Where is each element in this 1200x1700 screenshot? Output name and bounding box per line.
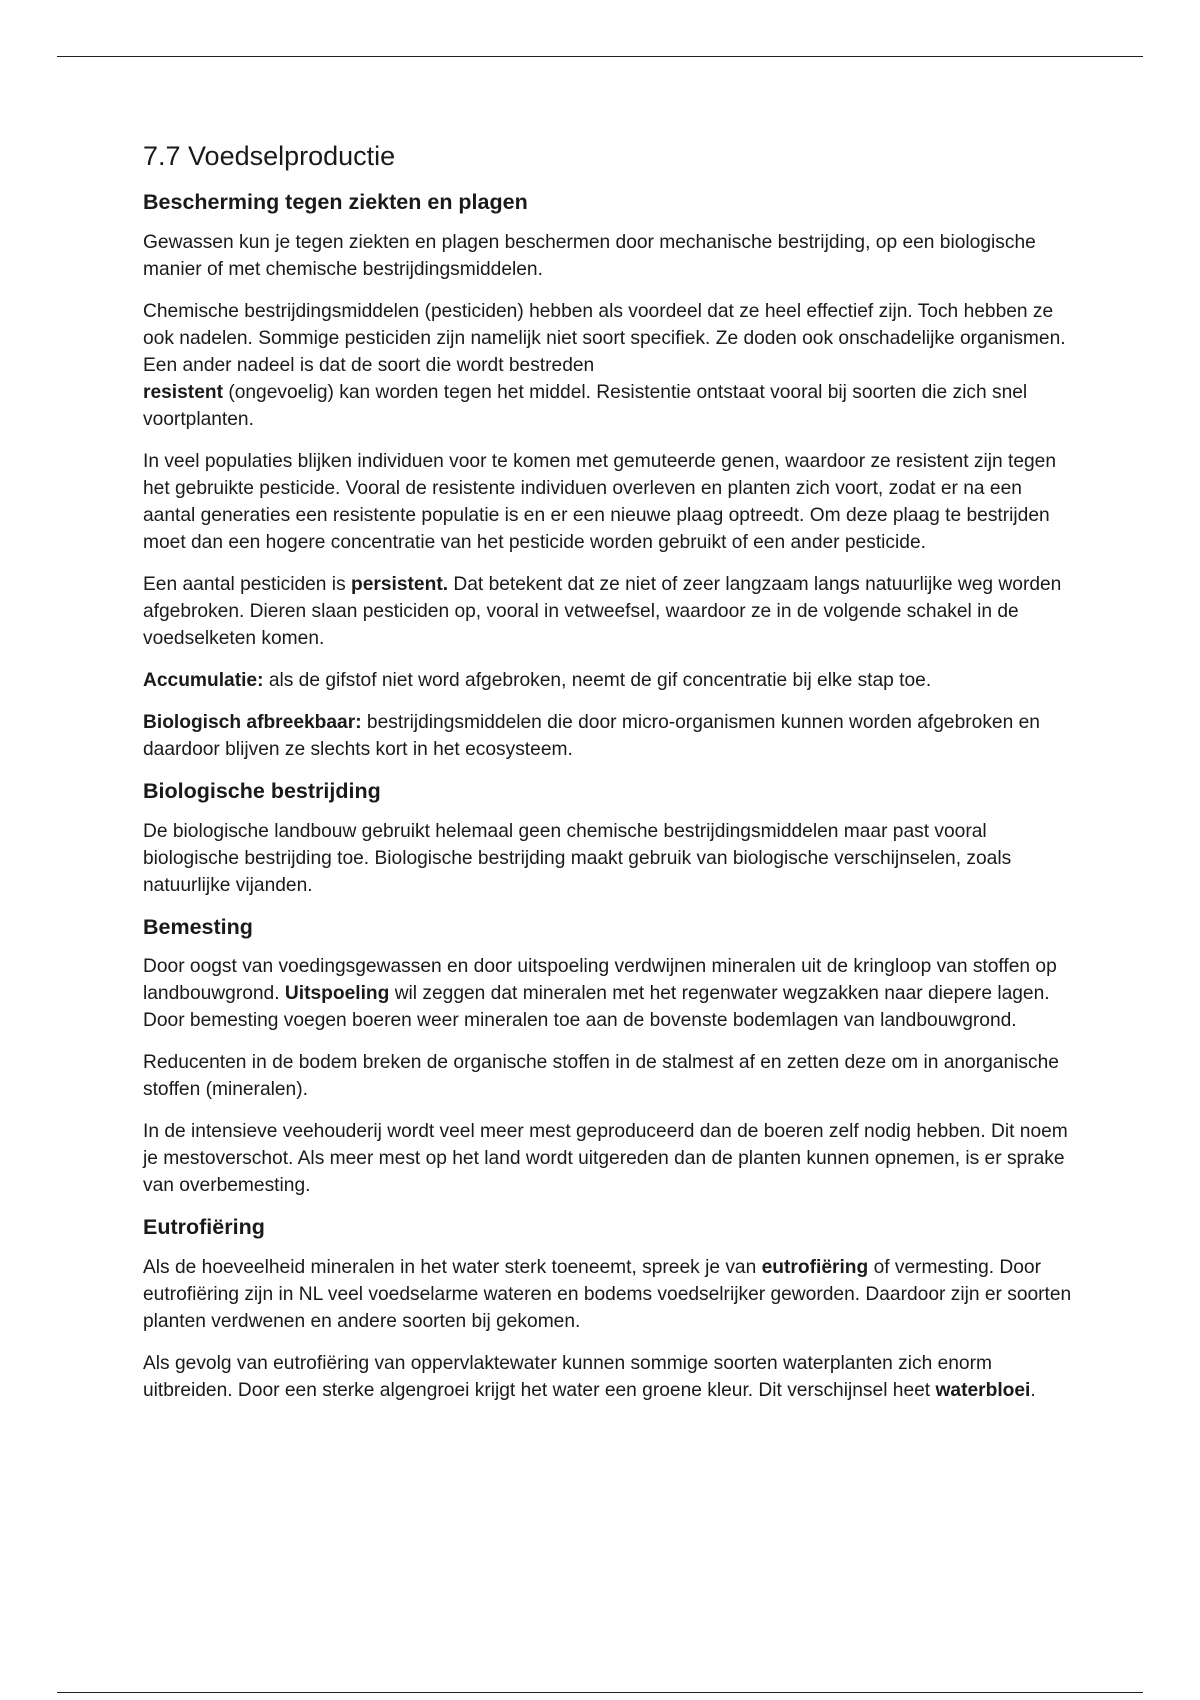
paragraph: In de intensieve veehouderij wordt veel meer mest geproduceerd dan de boeren zelf nodig hebben. Dit noem je mestoverschot. Als meer mest op het land wordt uitgereden dan de planten kunnen opnemen, is er sprake van overbemesting. bbox=[143, 1121, 1068, 1197]
paragraph: Reducenten in de bodem breken de organische stoffen in de stalmest af en zetten deze om in anorganische stoffen (mineralen). bbox=[143, 1052, 1059, 1101]
term-accumulatie: Accumulatie: bbox=[143, 669, 264, 691]
footer-rule bbox=[57, 1692, 1143, 1693]
paragraph-text: of vermesting. Door eutrofiëring zijn in NL veel voedselarme wateren en bodems voedselrijker geworden. Daardoor zijn er soorten planten verdwenen en andere soorten bij gekomen. bbox=[143, 1257, 1072, 1333]
definition-text: bestrijdingsmiddelen die door micro-organismen kunnen worden afgebroken en daardoor blijven ze slechts kort in het ecosysteem. bbox=[143, 711, 1040, 760]
paragraph-text: Door oogst van voedingsgewassen en door uitspoeling verdwijnen mineralen uit de kringloop van stoffen op landbouwgrond. bbox=[143, 956, 1057, 1005]
paragraph: In veel populaties blijken individuen voor te komen met gemuteerde genen, waardoor ze resistent zijn tegen het gebruikte pesticide. Vooral de resistente individuen overleven en planten zich voort, zodat er na een aantal generaties een resistente populatie is en er een nieuwe plaag optreedt. Om deze plaag te bestrijden moet dan een hogere concentratie van het pesticide worden gebruikt of een ander pesticide. bbox=[143, 450, 1057, 553]
definition-biologisch-afbreekbaar bbox=[143, 709, 1073, 763]
definition-accumulatie bbox=[143, 667, 1073, 694]
paragraph-text: Chemische bestrijdingsmiddelen (pesticiden) hebben als voordeel dat ze heel effectief zijn. Toch hebben ze ook nadelen. Sommige pesticiden zijn namelijk niet soort specifiek. Ze doden ook onschadelijke organismen. Een ander nadeel is dat de soort die wordt bestreden bbox=[143, 300, 1066, 376]
paragraph bbox=[143, 571, 1073, 652]
paragraph-text: . bbox=[1030, 1380, 1036, 1402]
paragraph bbox=[143, 1350, 1073, 1404]
document-body bbox=[143, 140, 1073, 1419]
term-persistent: persistent. bbox=[351, 573, 449, 595]
page-title: 7.7 Voedselproductie bbox=[143, 141, 396, 171]
section-heading-biologische-bestrijding: Biologische bestrijding bbox=[143, 778, 381, 803]
paragraph: Gewassen kun je tegen ziekten en plagen beschermen door mechanische bestrijding, op een biologische manier of met chemische bestrijdingsmiddelen. bbox=[143, 231, 1036, 280]
section-heading-bemesting: Bemesting bbox=[143, 914, 253, 939]
term-eutrofiering: eutrofiëring bbox=[761, 1257, 869, 1279]
paragraph bbox=[143, 953, 1073, 1034]
term-biologisch-afbreekbaar: Biologisch afbreekbaar: bbox=[143, 711, 362, 733]
term-uitspoeling: Uitspoeling bbox=[284, 983, 390, 1005]
paragraph-text: Als de hoeveelheid mineralen in het water sterk toeneemt, spreek je van bbox=[143, 1257, 762, 1279]
paragraph bbox=[143, 298, 1073, 433]
header-rule bbox=[57, 56, 1143, 57]
paragraph: De biologische landbouw gebruikt helemaal geen chemische bestrijdingsmiddelen maar past vooral biologische bestrijding toe. Biologische bestrijding maakt gebruik van biologische verschijnselen, zoals natuurlijke vijanden. bbox=[143, 820, 1012, 896]
paragraph-text: Als gevolg van eutrofiëring van oppervlaktewater kunnen sommige soorten waterplanten zich enorm uitbreiden. Door een sterke algengroei krijgt het water een groene kleur. Dit verschijnsel heet bbox=[143, 1353, 992, 1402]
paragraph-text: wil zeggen dat mineralen met het regenwater wegzakken naar diepere lagen. Door bemesting voegen boeren weer mineralen toe aan de bovenste bodemlagen van landbouwgrond. bbox=[143, 983, 1050, 1032]
section-heading-bescherming: Bescherming tegen ziekten en plagen bbox=[143, 189, 528, 214]
section-heading-eutrofiering: Eutrofiëring bbox=[143, 1215, 265, 1240]
paragraph-text: Een aantal pesticiden is bbox=[143, 573, 351, 595]
paragraph bbox=[143, 1254, 1073, 1335]
term-waterbloei: waterbloei bbox=[935, 1380, 1031, 1402]
paragraph-text: Dat betekent dat ze niet of zeer langzaam langs natuurlijke weg worden afgebroken. Dieren slaan pesticiden op, vooral in vetweefsel, waardoor ze in de volgende schakel in de voedselketen komen. bbox=[143, 573, 1062, 649]
paragraph-text: (ongevoelig) kan worden tegen het middel. Resistentie ontstaat vooral bij soorten die zich snel voortplanten. bbox=[143, 381, 1028, 430]
definition-text: als de gifstof niet word afgebroken, neemt de gif concentratie bij elke stap toe. bbox=[263, 669, 932, 691]
term-resistent: resistent bbox=[143, 381, 223, 403]
